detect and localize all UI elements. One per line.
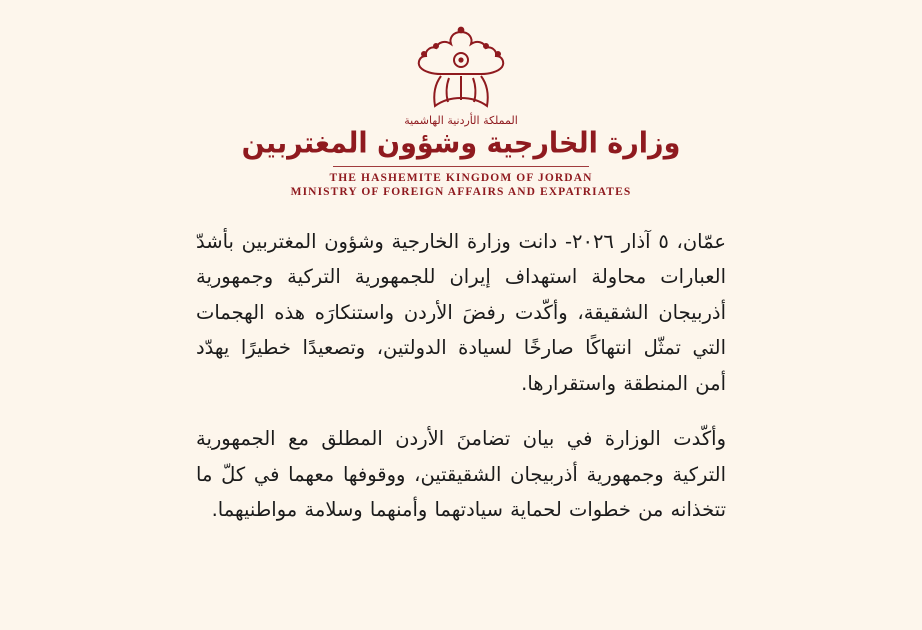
statement-paragraph-2: وأكّدت الوزارة في بيان تضامنَ الأردن المطلق مع الجمهورية التركية وجمهورية أذربيجان الشقيقتين، ووقوفها معهما في كلّ ما تتخذانه من خطوات لحماية سيادتهما وأمنهما وسلامة مواطنيهما. <box>196 427 726 522</box>
letterhead <box>0 26 922 198</box>
ministry-name-arabic-kingdom: المملكة الأردنية الهاشمية <box>404 114 518 127</box>
jordan-hashemite-crown-emblem-icon <box>405 26 517 112</box>
kingdom-name-english: THE HASHEMITE KINGDOM OF JORDAN <box>329 172 593 184</box>
ministry-name-arabic: وزارة الخارجية وشؤون المغتربين <box>241 126 681 161</box>
ministry-name-english: MINISTRY OF FOREIGN AFFAIRS AND EXPATRIATES <box>290 186 632 198</box>
statement-paragraph-1: عمّان، ٥ آذار ٢٠٢٦- دانت وزارة الخارجية وشؤون المغتربين بأشدّ العبارات محاولة استهداف إيران للجمهورية التركية وجمهورية أذربيجان الشقيقة، وأكّدت رفضَ الأردن واستنكارَه هذه الهجمات التي تمثّل انتهاكًا صارخًا لسيادة الدولتين، وتصعيدًا خطيرًا يهدّد أمن المنطقة واستقرارها. <box>196 230 726 395</box>
letterhead-divider <box>333 166 589 167</box>
statement-body <box>196 224 726 528</box>
